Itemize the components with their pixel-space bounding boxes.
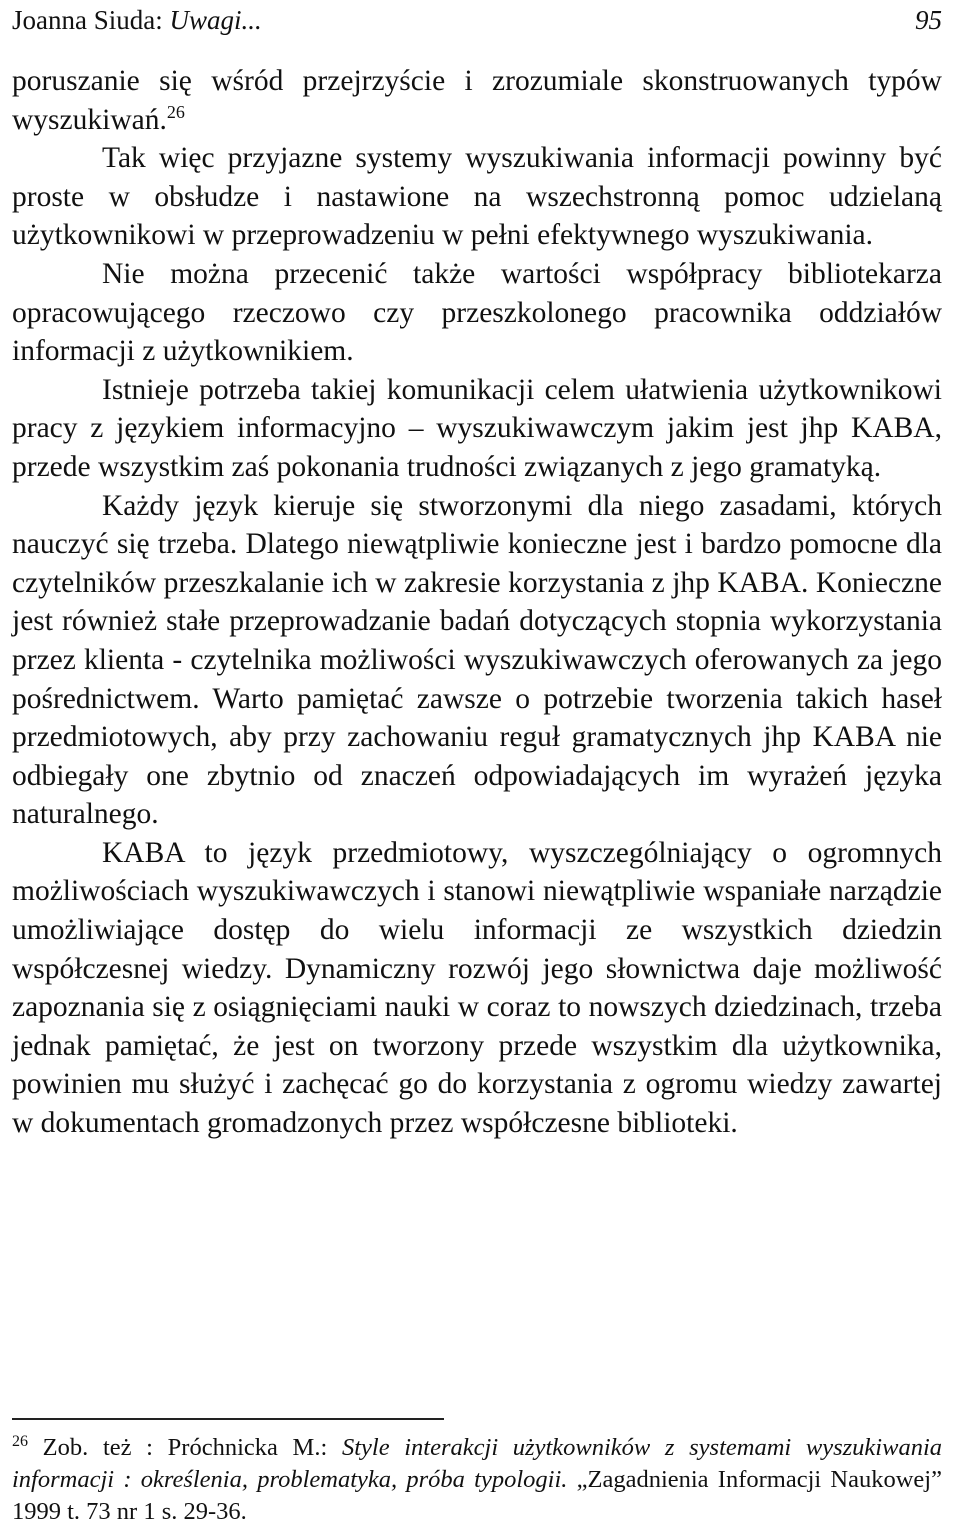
footnote-title: Style interakcji użytkowników z systemami wyszukiwania informacji : określenia, problematyka, próba typologii. xyxy=(12,1434,943,1493)
paragraph-1-text: poruszanie się wśród przejrzyście i zrozumiale skonstruowanych typów wyszukiwań. xyxy=(12,65,942,136)
footnote-source: „Zagadnienia Informacji Naukowej” 1999 t. 73 nr 1 s. 29-36. xyxy=(12,1466,942,1525)
footnote xyxy=(12,1432,942,1528)
paragraph-2: Tak więc przyjazne systemy wyszukiwania informacji powinny być proste w obsłudze i nastawione na wszechstronną pomoc udzielaną użytkownikowi w przeprowadzeniu w pełni efektywnego wyszukiwania. xyxy=(12,142,942,252)
running-header xyxy=(12,2,942,42)
header-author xyxy=(12,2,262,38)
header-author-name: Joanna Siuda: xyxy=(12,5,170,35)
paragraph-4: Istnieje potrzeba takiej komunikacji celem ułatwienia użytkownikowi pracy z językiem informacyjno – wyszukiwawczym jakim jest jhp KABA, przede wszystkim zaś pokonania trudności związanych z jego gramatyką. xyxy=(12,373,942,483)
header-title: Uwagi... xyxy=(169,5,262,35)
footnote-number: 26 xyxy=(12,1432,28,1450)
paragraph-6: KABA to język przedmiotowy, wyszczególniający o ogromnych możliwościach wyszukiwawczych i stanowi niewątpliwie wspaniałe narządzie umożliwiające dostęp do wielu informacji ze wszystkich dziedzin współczesnej wiedzy. Dynamiczny rozwój jego słownictwa daje możliwość zapoznania się z osiągnięciami nauki w coraz to nowszych dziedzinach, trzeba jednak pamiętać, że jest on tworzony przede wszystkim dla użytkownika, powinien mu służyć i zachęcać go do korzystania z ogromu wiedzy zawartej w dokumentach gromadzonych przez współczesne biblioteki. xyxy=(12,836,942,1140)
body-text xyxy=(12,62,942,1143)
document-page xyxy=(12,0,942,1534)
page-number: 95 xyxy=(915,5,942,35)
paragraph-5: Każdy język kieruje się stworzonymi dla niego zasadami, których nauczyć się trzeba. Dlatego niewątpliwie konieczne jest i bardzo pomocne dla czytelników przeszkalanie ich w zakresie korzystania z jhp KABA. Konieczne jest również stałe przeprowadzanie badań dotyczących stopnia wykorzystania przez klienta - czytelnika możliwości wyszukiwawczych oferowanych za jego pośrednictwem. Warto pamiętać zawsze o potrzebie tworzenia takich haseł przedmiotowych, aby przy zachowaniu reguł gramatycznych jhp KABA nie odbiegały one zbytnio od znaczeń odpowiadających im wyrażeń języka naturalnego. xyxy=(12,489,942,831)
footnote-lead: Zob. też : Próchnicka M.: xyxy=(28,1434,342,1461)
footnote-reference: 26 xyxy=(166,101,185,122)
paragraph-3: Nie można przecenić także wartości współpracy bibliotekarza opracowującego rzeczowo czy przeszkolonego pracownika oddziałów informacji z użytkownikiem. xyxy=(12,257,942,368)
footnote-separator xyxy=(12,1418,444,1420)
paragraph-1 xyxy=(12,62,942,139)
